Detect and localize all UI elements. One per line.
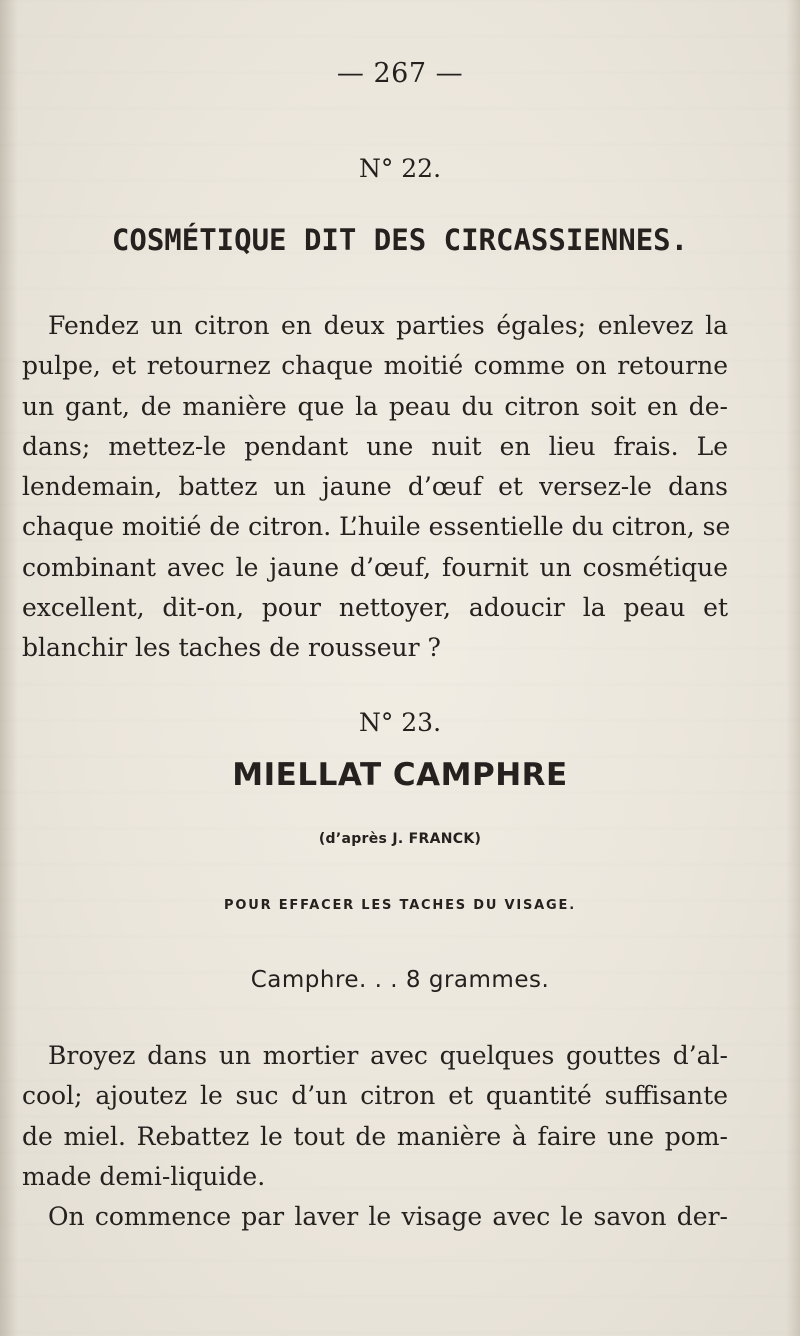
body-line: un gant, de manière que la peau du citron soit en de- [22,391,728,421]
recipe-22-title: COSMÉTIQUE DIT DES CIRCASSIENNES. [111,223,689,257]
recipe-23-attribution: (d’après J. FRANCK) [318,831,482,847]
recipe-23-ingredient: Camphre. . . 8 grammes. [250,967,550,993]
body-line: pulpe, et retournez chaque moitié comme on retourne [22,351,728,381]
page-edge-shadow-right [786,0,800,1336]
recipe-23-purpose: POUR EFFACER LES TACHES DU VISAGE. [224,898,576,913]
body-line: blanchir les taches de rousseur ? [22,633,441,663]
recipe-22-number: N° 22. [358,154,442,183]
instruction-line: de miel. Rebattez le tout de manière à faire une pom- [22,1121,728,1151]
instruction-line: cool; ajoutez le suc d’un citron et quantité suffisante [22,1081,728,1111]
body-line: combinant avec le jaune d’œuf, fournit un cosmétique [22,552,728,582]
recipe-23-instructions [22,1036,728,1197]
body-line: excellent, dit-on, pour nettoyer, adoucir la peau et [22,593,728,623]
page-number: — 267 — [336,58,464,89]
instruction-line: Broyez dans un mortier avec quelques gouttes d’al- [48,1041,728,1070]
instruction-line: made demi-liquide. [22,1161,266,1191]
recipe-23-number: N° 23. [358,708,442,737]
body-line: lendemain, battez un jaune d’œuf et versez-le dans [22,472,728,502]
recipe-23-continuation [22,1197,728,1237]
recipe-22-body [22,306,731,669]
page-edge-shadow-left [0,0,18,1336]
continuation-line: On commence par laver le visage avec le savon der- [48,1202,728,1231]
body-line: Fendez un citron en deux parties égales; enlevez la [48,311,728,340]
body-line: chaque moitié de citron. L’huile essentielle du citron, se [22,512,731,542]
body-line: dans; mettez-le pendant une nuit en lieu frais. Le [22,431,728,461]
recipe-23-title: MIELLAT CAMPHRE [232,757,568,793]
